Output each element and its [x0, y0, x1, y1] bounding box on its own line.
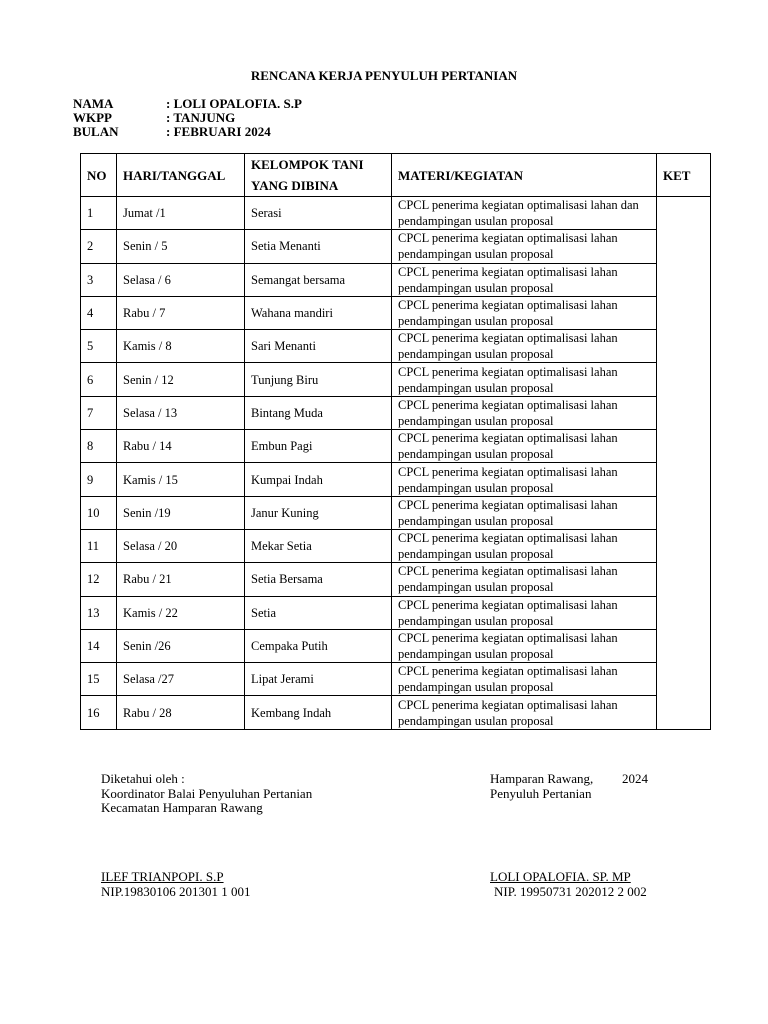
- row-no: 5: [81, 330, 117, 363]
- work-plan-table: [80, 153, 711, 730]
- extension-officer-role: Penyuluh Pertanian: [490, 785, 592, 801]
- header-kelompok-tani: [245, 154, 392, 197]
- meta-bulan: [73, 124, 271, 140]
- row-kelompok-tani: Semangat bersama: [245, 263, 392, 296]
- materi-line-1: CPCL penerima kegiatan optimalisasi lahan dan: [398, 198, 639, 213]
- row-kelompok-tani: Kumpai Indah: [245, 463, 392, 496]
- header-hari-tanggal: HARI/TANGGAL: [117, 154, 245, 197]
- row-hari-tanggal: Rabu / 14: [117, 430, 245, 463]
- row-no: 4: [81, 296, 117, 329]
- place-date-line: [490, 772, 660, 787]
- meta-value: : TANJUNG: [166, 110, 236, 125]
- signatory-left: [101, 870, 251, 899]
- signature-right: [490, 772, 660, 801]
- materi-line-1: CPCL penerima kegiatan optimalisasi lahan: [398, 497, 618, 512]
- row-hari-tanggal: Jumat /1: [117, 197, 245, 230]
- row-hari-tanggal: Kamis / 8: [117, 330, 245, 363]
- materi-line-1: CPCL penerima kegiatan optimalisasi lahan: [398, 298, 618, 313]
- row-materi-kegiatan: [392, 696, 657, 729]
- row-hari-tanggal: Rabu / 7: [117, 296, 245, 329]
- row-no: 9: [81, 463, 117, 496]
- materi-line-2: pendampingan usulan proposal: [398, 647, 554, 661]
- row-kelompok-tani: Tunjung Biru: [245, 363, 392, 396]
- row-materi-kegiatan: [392, 463, 657, 496]
- table-row: [81, 663, 711, 696]
- meta-value: : FEBRUARI 2024: [166, 124, 271, 139]
- header-materi-kegiatan: MATERI/KEGIATAN: [392, 154, 657, 197]
- materi-line-1: CPCL penerima kegiatan optimalisasi lahan: [398, 397, 618, 412]
- row-no: 11: [81, 529, 117, 562]
- materi-line-2: pendampingan usulan proposal: [398, 447, 554, 462]
- row-ket: [657, 197, 711, 730]
- materi-line-1: CPCL penerima kegiatan optimalisasi lahan: [398, 231, 618, 246]
- row-kelompok-tani: Lipat Jerami: [245, 663, 392, 696]
- materi-line-1: CPCL penerima kegiatan optimalisasi lahan: [398, 597, 618, 612]
- row-no: 1: [81, 197, 117, 230]
- row-hari-tanggal: Kamis / 22: [117, 596, 245, 629]
- row-materi-kegiatan: [392, 330, 657, 363]
- row-hari-tanggal: Selasa / 13: [117, 396, 245, 429]
- row-materi-kegiatan: [392, 529, 657, 562]
- officer-nip: NIP. 19950731 202012 2 002: [494, 883, 647, 899]
- table-row: [81, 696, 711, 729]
- row-hari-tanggal: Senin /19: [117, 496, 245, 529]
- row-no: 7: [81, 396, 117, 429]
- row-materi-kegiatan: [392, 629, 657, 662]
- materi-line-2: pendampingan usulan proposal: [398, 347, 554, 362]
- row-no: 8: [81, 430, 117, 463]
- table-row: [81, 396, 711, 429]
- row-kelompok-tani: Mekar Setia: [245, 529, 392, 562]
- materi-line-1: CPCL penerima kegiatan optimalisasi lahan: [398, 697, 618, 712]
- signatory-right: [490, 870, 647, 899]
- materi-line-2: pendampingan usulan proposal: [398, 247, 554, 262]
- signature-left: [101, 772, 312, 816]
- table-row: [81, 563, 711, 596]
- year-label: 2024: [622, 771, 648, 786]
- table-row: [81, 197, 711, 230]
- materi-line-2: pendampingan usulan proposal: [398, 380, 554, 395]
- materi-line-1: CPCL penerima kegiatan optimalisasi lahan: [398, 664, 618, 679]
- row-kelompok-tani: Setia Bersama: [245, 563, 392, 596]
- row-materi-kegiatan: [392, 663, 657, 696]
- meta-value: : LOLI OPALOFIA. S.P: [166, 96, 302, 111]
- row-materi-kegiatan: [392, 296, 657, 329]
- row-hari-tanggal: Rabu / 28: [117, 696, 245, 729]
- materi-line-2: pendampingan usulan proposal: [398, 214, 554, 229]
- table-row: [81, 496, 711, 529]
- row-kelompok-tani: Janur Kuning: [245, 496, 392, 529]
- row-materi-kegiatan: [392, 263, 657, 296]
- row-hari-tanggal: Senin /26: [117, 629, 245, 662]
- officer-name: LOLI OPALOFIA. SP. MP: [490, 869, 631, 884]
- materi-line-2: pendampingan usulan proposal: [398, 513, 554, 528]
- materi-line-2: pendampingan usulan proposal: [398, 413, 554, 428]
- materi-line-1: CPCL penerima kegiatan optimalisasi lahan: [398, 464, 618, 479]
- row-no: 16: [81, 696, 117, 729]
- row-materi-kegiatan: [392, 197, 657, 230]
- row-no: 10: [81, 496, 117, 529]
- row-materi-kegiatan: [392, 396, 657, 429]
- coordinator-nip: NIP.19830106 201301 1 001: [101, 883, 251, 899]
- materi-line-2: pendampingan usulan proposal: [398, 713, 554, 728]
- table-row: [81, 230, 711, 263]
- coordinator-title: Koordinator Balai Penyuluhan Pertanian: [101, 785, 313, 801]
- meta-label: BULAN: [73, 124, 119, 139]
- row-materi-kegiatan: [392, 496, 657, 529]
- materi-line-1: CPCL penerima kegiatan optimalisasi lahan: [398, 631, 618, 645]
- row-kelompok-tani: Embun Pagi: [245, 430, 392, 463]
- row-no: 12: [81, 563, 117, 596]
- header-ket: KET: [657, 154, 711, 197]
- header-kelompok-line2: YANG DIBINA: [251, 178, 339, 193]
- document-title: RENCANA KERJA PENYULUH PERTANIAN: [250, 68, 518, 83]
- row-no: 14: [81, 629, 117, 662]
- row-kelompok-tani: Sari Menanti: [245, 330, 392, 363]
- materi-line-1: CPCL penerima kegiatan optimalisasi lahan: [398, 431, 618, 446]
- table-row: [81, 296, 711, 329]
- header-kelompok-line1: KELOMPOK TANI: [251, 157, 364, 172]
- row-kelompok-tani: Setia: [245, 596, 392, 629]
- known-by-label: Diketahui oleh :: [101, 771, 185, 786]
- materi-line-2: pendampingan usulan proposal: [398, 280, 554, 295]
- table-row: [81, 363, 711, 396]
- materi-line-2: pendampingan usulan proposal: [398, 680, 554, 695]
- row-materi-kegiatan: [392, 430, 657, 463]
- materi-line-1: CPCL penerima kegiatan optimalisasi lahan: [398, 364, 618, 379]
- materi-line-2: pendampingan usulan proposal: [398, 547, 554, 562]
- table-row: [81, 430, 711, 463]
- row-materi-kegiatan: [392, 230, 657, 263]
- materi-line-1: CPCL penerima kegiatan optimalisasi lahan: [398, 264, 618, 279]
- row-materi-kegiatan: [392, 563, 657, 596]
- materi-line-2: pendampingan usulan proposal: [398, 613, 554, 628]
- row-hari-tanggal: Rabu / 21: [117, 563, 245, 596]
- row-hari-tanggal: Selasa /27: [117, 663, 245, 696]
- table-row: [81, 463, 711, 496]
- materi-line-1: CPCL penerima kegiatan optimalisasi lahan: [398, 531, 618, 546]
- row-materi-kegiatan: [392, 363, 657, 396]
- row-kelompok-tani: Bintang Muda: [245, 396, 392, 429]
- row-materi-kegiatan: [392, 596, 657, 629]
- row-hari-tanggal: Senin / 12: [117, 363, 245, 396]
- row-no: 2: [81, 230, 117, 263]
- row-kelompok-tani: Kembang Indah: [245, 696, 392, 729]
- row-hari-tanggal: Selasa / 6: [117, 263, 245, 296]
- materi-line-2: pendampingan usulan proposal: [398, 314, 554, 329]
- row-kelompok-tani: Serasi: [245, 197, 392, 230]
- materi-line-1: CPCL penerima kegiatan optimalisasi lahan: [398, 331, 618, 346]
- table-row: [81, 263, 711, 296]
- row-no: 3: [81, 263, 117, 296]
- row-kelompok-tani: Wahana mandiri: [245, 296, 392, 329]
- row-hari-tanggal: Kamis / 15: [117, 463, 245, 496]
- row-kelompok-tani: Setia Menanti: [245, 230, 392, 263]
- place-label: Hamparan Rawang,: [490, 771, 594, 786]
- coordinator-name: ILEF TRIANPOPI. S.P: [101, 869, 224, 884]
- table-row: [81, 596, 711, 629]
- meta-label: NAMA: [73, 96, 114, 111]
- row-hari-tanggal: Selasa / 20: [117, 529, 245, 562]
- row-hari-tanggal: Senin / 5: [117, 230, 245, 263]
- row-no: 6: [81, 363, 117, 396]
- district-name: Kecamatan Hamparan Rawang: [101, 800, 263, 815]
- table-row: [81, 529, 711, 562]
- row-no: 15: [81, 663, 117, 696]
- table-header-row: [81, 154, 711, 197]
- materi-line-2: pendampingan usulan proposal: [398, 480, 554, 495]
- table-row: [81, 330, 711, 363]
- materi-line-2: pendampingan usulan proposal: [398, 580, 554, 595]
- row-kelompok-tani: Cempaka Putih: [245, 629, 392, 662]
- row-no: 13: [81, 596, 117, 629]
- meta-label: WKPP: [73, 110, 112, 125]
- materi-line-1: CPCL penerima kegiatan optimalisasi lahan: [398, 564, 618, 579]
- header-no: NO: [81, 154, 117, 197]
- table-row: [81, 629, 711, 662]
- table-body: [81, 197, 711, 730]
